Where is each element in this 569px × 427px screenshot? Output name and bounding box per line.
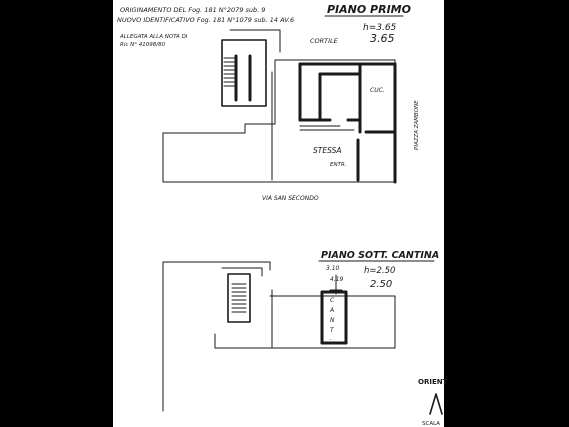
north-arrow-icon xyxy=(430,394,442,414)
courtyard-label: CORTILE xyxy=(310,37,338,45)
upper-plan xyxy=(163,3,420,202)
room-label: STESSA xyxy=(313,146,342,155)
side-street-label: PIAZZA ZAMBONE xyxy=(414,100,420,150)
upper-height-handwritten: 3.65 xyxy=(370,32,395,45)
header-line-1: ORIGINAMENTO DEL Fog. 181 N°2079 sub. 9 xyxy=(120,6,266,14)
lower-height-handwritten: 2.50 xyxy=(370,279,393,290)
apartment-walls xyxy=(300,64,395,182)
lower-outline-base xyxy=(215,334,395,348)
kitchen-label: CUC. xyxy=(370,87,385,94)
footer xyxy=(418,378,448,427)
header-line-2: NUOVO IDENTIFICATIVO Fog. 181 N°1079 sub. 14 AV.6 xyxy=(117,16,295,24)
lower-plan-title: PIANO SOTT. CANTINA xyxy=(321,250,440,261)
header-text xyxy=(117,6,294,48)
cellar-letter: A xyxy=(330,307,335,314)
cellar-letter: . xyxy=(330,335,332,342)
cellar-vertical-label xyxy=(329,297,335,342)
cellar-letter: T xyxy=(330,327,334,334)
interior-lines xyxy=(300,126,354,130)
upper-base xyxy=(163,133,395,182)
tower-outline xyxy=(230,30,280,52)
street-label: VIA SAN SECONDO xyxy=(262,195,319,202)
dim-a-label: 3.10 xyxy=(326,265,340,272)
stair-walls xyxy=(236,56,250,100)
lower-stair-treads xyxy=(232,284,246,312)
dim-b-label: 4.19 xyxy=(330,276,344,283)
stair-treads xyxy=(224,58,235,86)
right-margin xyxy=(444,0,569,427)
header-line-4: Ric N° 41098/80 xyxy=(120,42,166,48)
upper-height-label: h=3.65 xyxy=(363,23,397,33)
left-margin xyxy=(0,0,113,427)
room2-label: ENTR. xyxy=(330,162,347,168)
header-line-3: ALLEGATA ALLA NOTA DI xyxy=(120,34,188,40)
cellar-letter: N xyxy=(330,317,335,324)
lower-outline-left xyxy=(163,262,270,411)
scale-label: SCALA xyxy=(422,421,441,427)
orientation-label: ORIENT xyxy=(418,378,448,386)
upper-plan-title: PIANO PRIMO xyxy=(327,3,411,16)
cellar-letter: C xyxy=(330,297,335,304)
stair-tower xyxy=(222,40,266,106)
lower-plan xyxy=(163,250,439,411)
lower-stair-box xyxy=(228,274,250,322)
lower-height-label: h=2.50 xyxy=(364,266,396,276)
